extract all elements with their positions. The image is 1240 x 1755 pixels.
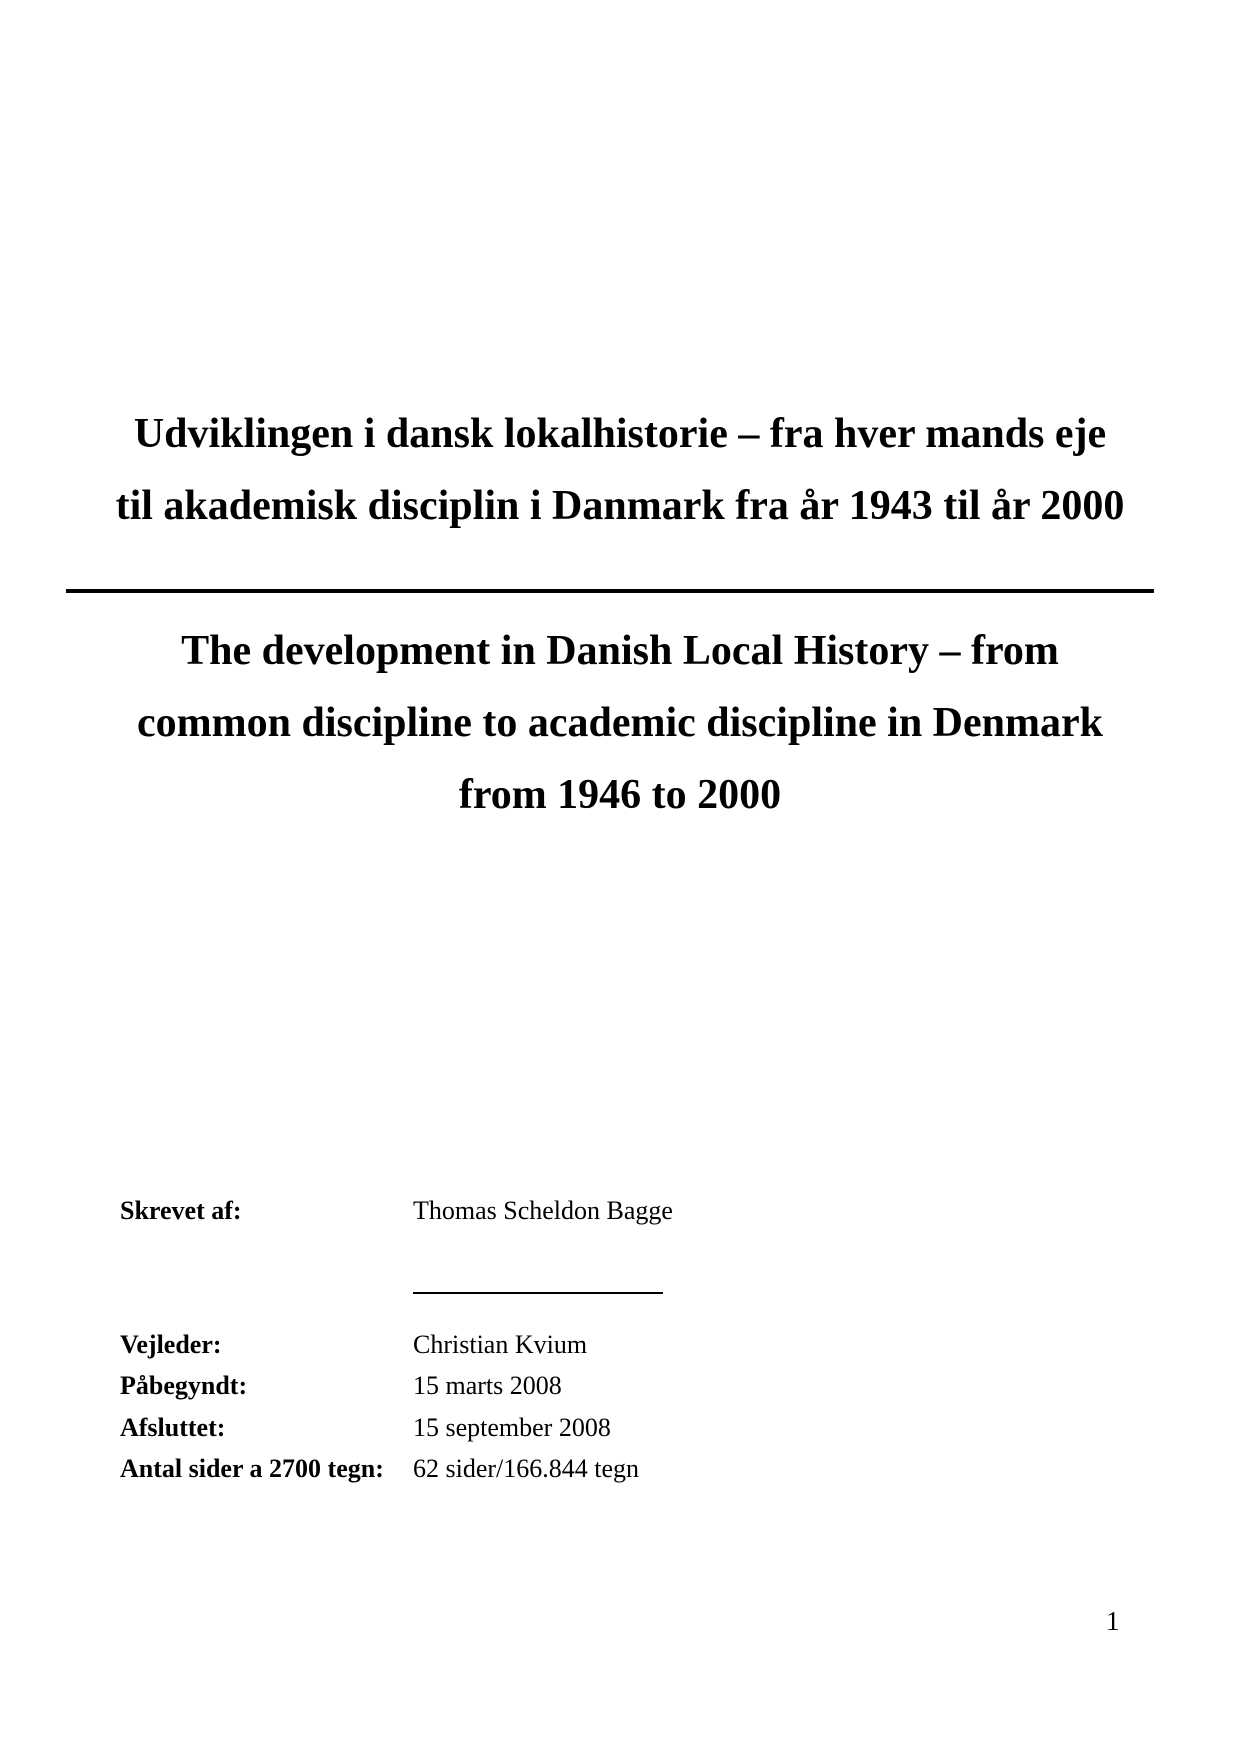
danish-title-line-1: Udviklingen i dansk lokalhistorie – fra hver mands eje: [133, 411, 1107, 457]
english-title-line-2: common discipline to academic discipline in Denmark: [137, 700, 1103, 746]
end-date-label: Afsluttet:: [120, 1413, 226, 1442]
author-label: Skrevet af:: [120, 1196, 242, 1225]
english-title-line-3: from 1946 to 2000: [458, 772, 782, 818]
supervisor-row: [120, 1332, 587, 1358]
page-count-value: 62 sider/166.844 tegn: [413, 1454, 640, 1483]
page-number: 1: [1106, 1606, 1120, 1636]
supervisor-value: Christian Kvium: [413, 1330, 588, 1359]
start-date-row: [120, 1373, 562, 1399]
page-count-label: Antal sider a 2700 tegn:: [120, 1454, 384, 1483]
signature-line: [413, 1292, 663, 1294]
english-title-line-1: The development in Danish Local History – from: [181, 628, 1059, 674]
page-count-row: [120, 1456, 639, 1482]
author-value: Thomas Scheldon Bagge: [413, 1196, 673, 1225]
start-date-label: Påbegyndt:: [120, 1371, 248, 1400]
author-row: [120, 1198, 673, 1224]
danish-title-line-2: til akademisk disciplin i Danmark fra år 1943 til år 2000: [115, 483, 1125, 529]
start-date-value: 15 marts 2008: [413, 1371, 562, 1400]
title-divider-rule: [66, 589, 1154, 593]
end-date-value: 15 september 2008: [413, 1413, 611, 1442]
english-title: [0, 615, 1240, 831]
end-date-row: [120, 1415, 611, 1441]
danish-title: [0, 398, 1240, 542]
supervisor-label: Vejleder:: [120, 1330, 222, 1359]
